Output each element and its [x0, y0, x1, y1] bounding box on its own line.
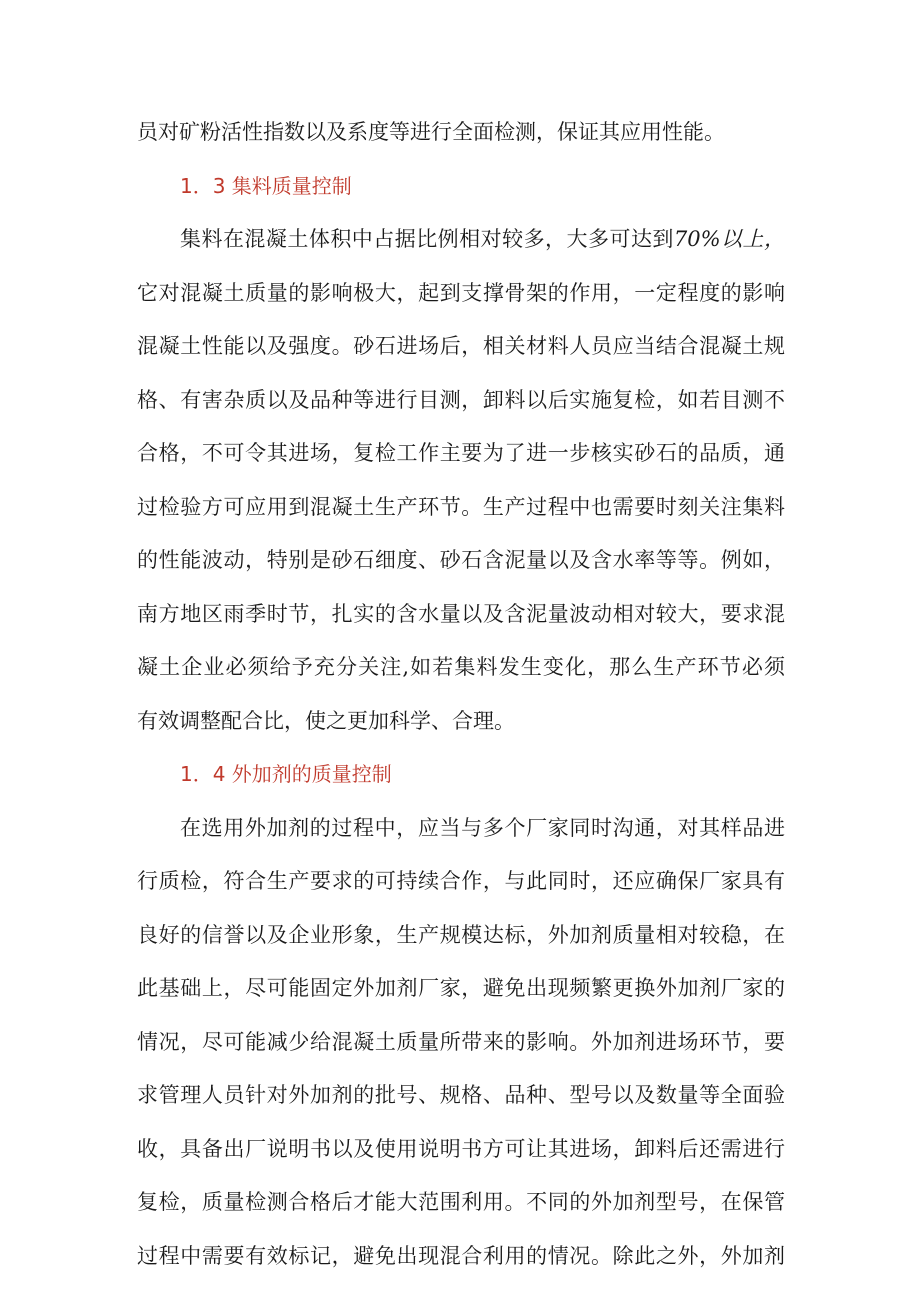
paragraph-line: 的性能波动，特别是砂石细度、砂石含泥量以及含水率等等。例如，: [137, 548, 785, 572]
paragraph-line: 良好的信誉以及企业形象，生产规模达标，外加剂质量相对较稳，在: [137, 922, 785, 947]
percentage-text: 70%以上，: [673, 227, 785, 251]
paragraph-line: 在选用外加剂的过程中，应当与多个厂家同时沟通，对其样品进: [180, 815, 785, 840]
paragraph-line: 有效调整配合比，使之更加科学、合理。: [137, 708, 515, 733]
paragraph-line: 合格，不可令其进场，复检工作主要为了进一步核实砂石的品质，通: [137, 441, 785, 465]
paragraph-line: 南方地区雨季时节，扎实的含水量以及含泥量波动相对较大，要求混: [137, 601, 785, 626]
paragraph-line: 员对矿粉活性指数以及系度等进行全面检测，保证其应用性能。: [137, 120, 725, 144]
paragraph-line: [137, 213, 785, 267]
paragraph-line: 过程中需要有效标记，避免出现混合利用的情况。除此之外，外加剂: [137, 1243, 785, 1268]
paragraph-line: 它对混凝土质量的影响极大，起到支撑骨架的作用，一定程度的影响: [137, 280, 785, 305]
section-heading-1-4: 1．4 外加剂的质量控制: [180, 762, 392, 786]
section-heading-1-3: 1．3 集料质量控制: [180, 173, 352, 198]
paragraph-line: 过检验方可应用到混凝土生产环节。生产过程中也需要时刻关注集料: [137, 494, 785, 519]
paragraph-line: 凝土企业必须给予充分关注,如若集料发生变化，那么生产环节必须: [137, 655, 785, 679]
document-page: [137, 106, 785, 1283]
paragraph-line: 情况，尽可能减少给混凝土质量所带来的影响。外加剂进场环节，要: [137, 1029, 785, 1054]
paragraph-line: 收，具备出厂说明书以及使用说明书方可让其进场，卸料后还需进行: [137, 1136, 785, 1161]
paragraph-line: 行质检，符合生产要求的可持续合作，与此同时，还应确保厂家具有: [137, 869, 785, 893]
paragraph-line: 混凝土性能以及强度。砂石进场后，相关材料人员应当结合混凝土规: [137, 334, 785, 358]
paragraph-line: 复检，质量检测合格后才能大范围利用。不同的外加剂型号，在保管: [137, 1190, 785, 1214]
paragraph-line: 此基础上，尽可能固定外加剂厂家，避免出现频繁更换外加剂厂家的: [137, 976, 785, 1000]
paragraph-line: 格、有害杂质以及品种等进行目测，卸料以后实施复检，如若目测不: [137, 387, 785, 412]
paragraph-text: 集料在混凝土体积中占据比例相对较多，大多可达到: [180, 227, 674, 251]
paragraph-line: 求管理人员针对外加剂的批号、规格、品种、型号以及数量等全面验: [137, 1083, 785, 1107]
